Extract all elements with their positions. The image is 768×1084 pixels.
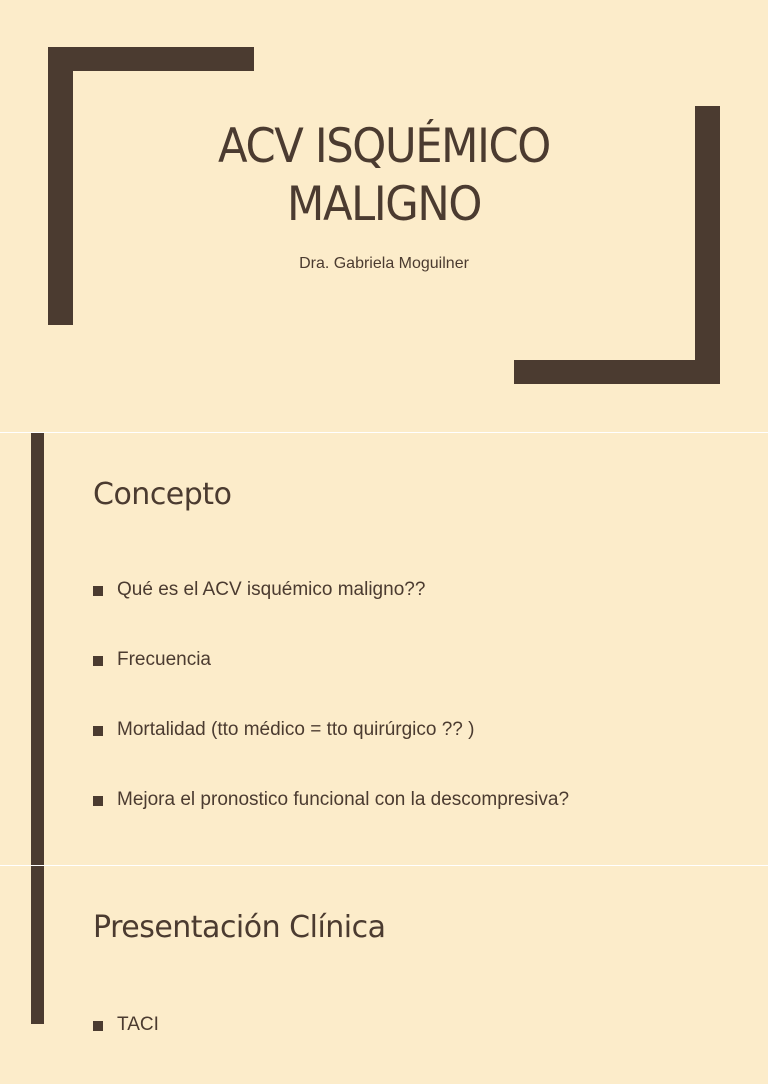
left-accent-bar [31, 866, 44, 1024]
corner-bracket-bottom-right-horizontal [514, 360, 720, 384]
bullet-list [93, 1014, 159, 1084]
left-accent-bar [31, 433, 44, 865]
list-item [93, 719, 569, 789]
list-item [93, 789, 569, 859]
square-bullet-icon [93, 586, 103, 596]
concept-slide [0, 433, 768, 865]
slide-subtitle: Dra. Gabriela Moguilner [299, 255, 469, 272]
list-item-text: Mejora el pronostico funcional con la descompresiva? [117, 789, 570, 810]
square-bullet-icon [93, 796, 103, 806]
square-bullet-icon [93, 656, 103, 666]
list-item [93, 1014, 159, 1084]
corner-bracket-top-left-horizontal [48, 47, 254, 71]
list-item-text: Frecuencia [117, 649, 211, 670]
bullet-list [93, 579, 569, 859]
list-item [93, 579, 569, 649]
slide-heading: Presentación Clínica [93, 910, 386, 945]
list-item-text: Qué es el ACV isquémico maligno?? [117, 579, 426, 600]
clinical-presentation-slide [0, 866, 768, 1035]
list-item-text: TACI [117, 1014, 159, 1035]
title-slide [0, 0, 768, 432]
slide-title-line-1: ACV ISQUÉMICO [218, 119, 550, 174]
square-bullet-icon [93, 1021, 103, 1031]
slide-heading: Concepto [93, 477, 232, 512]
slide-title [31, 118, 738, 234]
square-bullet-icon [93, 726, 103, 736]
slide-title-line-2: MALIGNO [287, 177, 481, 232]
list-item [93, 649, 569, 719]
list-item-text: Mortalidad (tto médico = tto quirúrgico ?? ) [117, 719, 475, 740]
